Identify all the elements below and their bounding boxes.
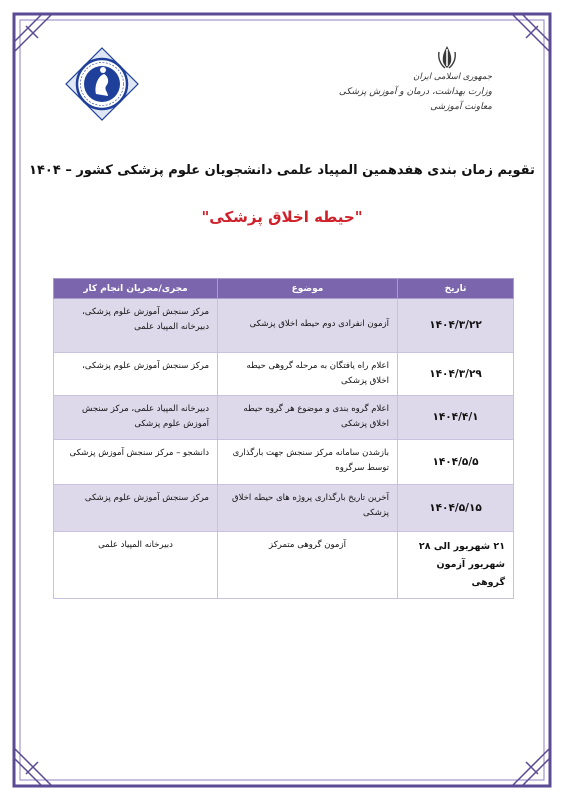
header-date: تاریخ xyxy=(398,279,514,299)
table-row xyxy=(54,440,514,485)
row-subject: بازشدن سامانه مرکز سنجش جهت بارگذاری توسط سرگروه xyxy=(218,440,398,485)
ministry-line-2: وزارت بهداشت، درمان و آموزش پزشکی xyxy=(338,87,492,97)
row-executor: مرکز سنجش آموزش علوم پزشکی، دبیرخانه المپیاد علمی xyxy=(54,299,218,353)
row-subject: آزمون انفرادی دوم حیطه اخلاق پزشکی xyxy=(218,299,398,353)
row-date: ۱۴۰۴/۳/۲۹ xyxy=(398,353,514,396)
olympiad-logo-icon xyxy=(64,46,140,122)
row-executor: مرکز سنجش آموزش علوم پزشکی، xyxy=(54,353,218,396)
table-header-row xyxy=(54,279,514,299)
schedule-table xyxy=(53,278,514,599)
table-row xyxy=(54,485,514,532)
row-subject: اعلام راه یافتگان به مرحله گروهی حیطه اخلاق پزشکی xyxy=(218,353,398,396)
row-date: ۱۴۰۴/۵/۱۵ xyxy=(398,485,514,532)
row-date: ۱۴۰۴/۳/۲۲ xyxy=(398,299,514,353)
row-subject: اعلام گروه بندی و موضوع هر گروه حیطه اخلاق پزشکی xyxy=(218,396,398,440)
header-subject: موضوع xyxy=(218,279,398,299)
iran-emblem-icon xyxy=(434,44,460,70)
row-executor: دبیرخانه المپیاد علمی، مرکز سنجش آموزش علوم پزشکی xyxy=(54,396,218,440)
row-executor: دبیرخانه المپیاد علمی xyxy=(54,532,218,599)
ministry-header xyxy=(322,70,492,115)
row-date: ۲۱ شهریور الی ۲۸ شهریور آزمون گروهی xyxy=(398,532,514,599)
page-title: تقویم زمان بندی هفدهمین المپیاد علمی دانشجویان علوم پزشکی کشور – ۱۴۰۴ xyxy=(29,163,535,178)
page-subtitle: "حیطه اخلاق پزشکی" xyxy=(201,208,363,226)
ministry-line-1: جمهوری اسلامی ایران xyxy=(413,72,492,82)
row-executor: دانشجو – مرکز سنجش آموزش پزشکی xyxy=(54,440,218,485)
row-date: ۱۴۰۴/۵/۵ xyxy=(398,440,514,485)
ministry-line-3: معاونت آموزشی xyxy=(430,102,492,112)
table-row xyxy=(54,299,514,353)
header-executor: مجری/مجریان انجام کار xyxy=(54,279,218,299)
row-subject: آخرین تاریخ بارگذاری پروژه های حیطه اخلاق پزشکی xyxy=(218,485,398,532)
table-row xyxy=(54,353,514,396)
row-date: ۱۴۰۴/۴/۱ xyxy=(398,396,514,440)
table-row xyxy=(54,532,514,599)
row-executor: مرکز سنجش آموزش علوم پزشکی xyxy=(54,485,218,532)
row-subject: آزمون گروهی متمرکز xyxy=(218,532,398,599)
table-row xyxy=(54,396,514,440)
